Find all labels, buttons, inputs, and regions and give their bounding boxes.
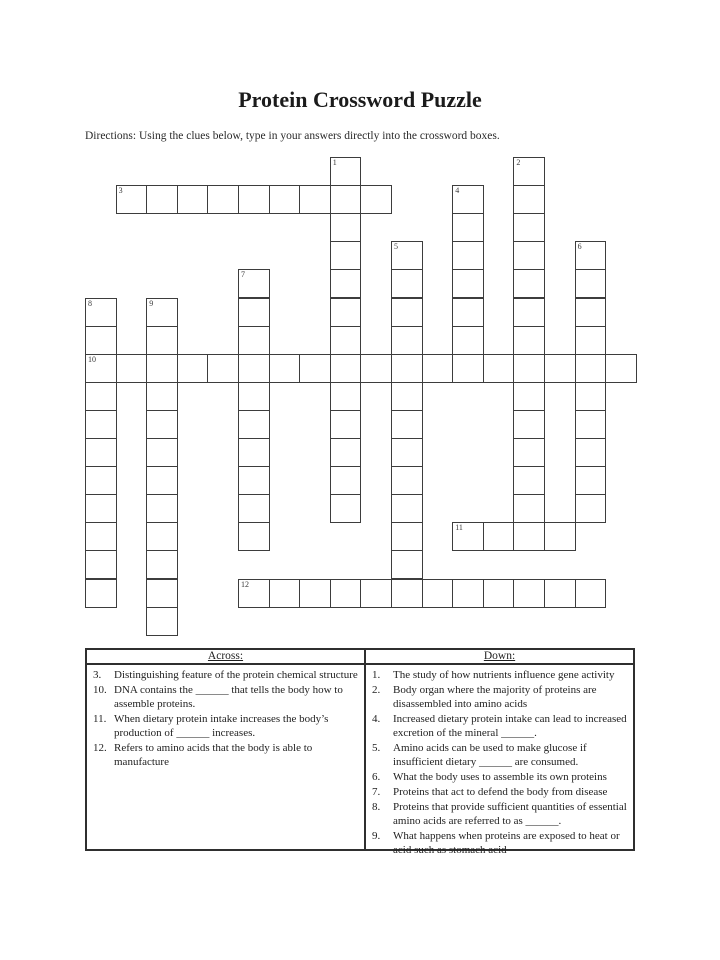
crossword-cell[interactable]: [575, 298, 607, 327]
crossword-cell[interactable]: [207, 185, 239, 214]
down-header: [366, 650, 633, 665]
clue-item: [366, 829, 633, 857]
clue-item: [87, 712, 364, 740]
clue-number: 2.: [372, 684, 381, 696]
clue-number: 3.: [93, 669, 102, 681]
crossword-cell[interactable]: [85, 354, 117, 383]
crossword-cell[interactable]: [391, 269, 423, 298]
crossword-cell[interactable]: [330, 466, 362, 495]
across-header-label: Across:: [207, 650, 244, 662]
clue-text: When dietary protein intake increases the body’s production of ______ increases.: [114, 713, 329, 739]
clue-number: 8.: [372, 801, 381, 813]
crossword-cell[interactable]: [177, 354, 209, 383]
crossword-cell[interactable]: [452, 298, 484, 327]
crossword-cell[interactable]: [238, 494, 270, 523]
crossword-cell[interactable]: [575, 438, 607, 467]
cell-number: 11: [455, 523, 463, 533]
crossword-cell[interactable]: [391, 382, 423, 411]
clue-text: Proteins that provide sufficient quantities of essential amino acids are referred to as ______.: [393, 801, 627, 827]
clue-number: 1.: [372, 669, 381, 681]
clue-number: 7.: [372, 786, 381, 798]
clue-text: Amino acids can be used to make glucose if insufficient dietary ______ are consumed.: [393, 742, 587, 768]
cell-number: 3: [118, 186, 123, 196]
crossword-cell[interactable]: [299, 579, 331, 608]
crossword-cell[interactable]: [238, 269, 270, 298]
crossword-cell[interactable]: [360, 579, 392, 608]
crossword-cell[interactable]: [391, 326, 423, 355]
crossword-cell[interactable]: [85, 579, 117, 608]
across-header: [87, 650, 364, 665]
across-clue-list: [87, 665, 364, 770]
crossword-cell[interactable]: [575, 241, 607, 270]
crossword-cell[interactable]: [513, 410, 545, 439]
crossword-cell[interactable]: [330, 354, 362, 383]
clue-text: DNA contains the ______ that tells the body how to assemble proteins.: [114, 684, 343, 710]
clue-item: [87, 683, 364, 711]
crossword-cell[interactable]: [330, 410, 362, 439]
crossword-cell[interactable]: [238, 410, 270, 439]
crossword-cell[interactable]: [360, 354, 392, 383]
clue-number: 10.: [93, 684, 107, 696]
crossword-cell[interactable]: [269, 579, 301, 608]
crossword-cell[interactable]: [391, 579, 423, 608]
cell-number: 7: [241, 270, 245, 280]
crossword-cell[interactable]: [452, 185, 484, 214]
crossword-cell[interactable]: [116, 185, 148, 214]
crossword-cell[interactable]: [85, 550, 117, 579]
down-header-label: Down:: [483, 650, 516, 662]
crossword-cell[interactable]: [330, 326, 362, 355]
crossword-cell[interactable]: [330, 213, 362, 242]
clue-item: [87, 741, 364, 769]
crossword-cell[interactable]: [330, 269, 362, 298]
crossword-cell[interactable]: [360, 185, 392, 214]
cell-number: 10: [88, 354, 96, 364]
crossword-cell[interactable]: [513, 438, 545, 467]
crossword-cell[interactable]: [452, 213, 484, 242]
crossword-cell[interactable]: [146, 382, 178, 411]
directions-text: Directions: Using the clues below, type in your answers directly into the crossword boxes.: [85, 130, 500, 142]
crossword-cell[interactable]: [575, 354, 607, 383]
crossword-cell[interactable]: [299, 185, 331, 214]
crossword-cell[interactable]: [85, 382, 117, 411]
crossword-cell[interactable]: [391, 354, 423, 383]
cell-number: 4: [455, 186, 460, 196]
clue-text: Refers to amino acids that the body is able to manufacture: [114, 742, 313, 768]
clue-text: Body organ where the majority of proteins are disassembled into amino acids: [393, 684, 597, 710]
crossword-cell[interactable]: [269, 354, 301, 383]
clue-text: The study of how nutrients influence gene activity: [393, 669, 615, 681]
crossword-cell[interactable]: [238, 579, 270, 608]
crossword-cell[interactable]: [513, 494, 545, 523]
clue-text: What happens when proteins are exposed to heat or acid such as stomach acid: [393, 830, 620, 856]
clue-item: [366, 712, 633, 740]
clue-item: [366, 668, 633, 682]
crossword-cell[interactable]: [605, 354, 637, 383]
crossword-cell[interactable]: [575, 494, 607, 523]
crossword-cell[interactable]: [575, 410, 607, 439]
crossword-cell[interactable]: [146, 354, 178, 383]
crossword-cell[interactable]: [238, 185, 270, 214]
clue-number: 5.: [372, 742, 381, 754]
cell-number: 12: [241, 579, 249, 589]
clue-text: Distinguishing feature of the protein chemical structure: [114, 669, 358, 681]
crossword-cell[interactable]: [330, 185, 362, 214]
crossword-cell[interactable]: [513, 157, 545, 186]
crossword-cell[interactable]: [422, 354, 454, 383]
clue-text: Increased dietary protein intake can lead to increased excretion of the mineral ______.: [393, 713, 627, 739]
clue-number: 6.: [372, 771, 381, 783]
crossword-cell[interactable]: [391, 522, 423, 551]
crossword-cell[interactable]: [483, 522, 515, 551]
crossword-cell[interactable]: [513, 354, 545, 383]
clue-item: [366, 785, 633, 799]
crossword-grid: [85, 157, 637, 636]
cell-number: 1: [332, 158, 337, 167]
crossword-cell[interactable]: [146, 522, 178, 551]
crossword-cell[interactable]: [238, 466, 270, 495]
clue-text: What the body uses to assemble its own proteins: [393, 771, 607, 783]
crossword-cell[interactable]: [483, 579, 515, 608]
crossword-cell[interactable]: [391, 466, 423, 495]
crossword-cell[interactable]: [575, 326, 607, 355]
cell-number: 2: [516, 158, 521, 167]
clue-item: [366, 683, 633, 711]
crossword-cell[interactable]: [452, 522, 484, 551]
crossword-cell[interactable]: [513, 185, 545, 214]
crossword-cell[interactable]: [452, 354, 484, 383]
clue-text: Proteins that act to defend the body from disease: [393, 786, 608, 798]
crossword-cell[interactable]: [146, 550, 178, 579]
crossword-cell[interactable]: [85, 522, 117, 551]
crossword-cell[interactable]: [85, 438, 117, 467]
crossword-cell[interactable]: [330, 382, 362, 411]
clue-number: 9.: [372, 830, 381, 842]
crossword-cell[interactable]: [513, 382, 545, 411]
crossword-cell[interactable]: [513, 298, 545, 327]
down-column: [366, 650, 633, 856]
crossword-cell[interactable]: [146, 607, 178, 636]
cell-number: 9: [149, 298, 154, 308]
clue-number: 11.: [93, 713, 107, 725]
crossword-cell[interactable]: [85, 494, 117, 523]
crossword-cell[interactable]: [452, 326, 484, 355]
clue-item: [366, 800, 633, 828]
cell-number: 6: [577, 242, 582, 252]
crossword-cell[interactable]: [391, 438, 423, 467]
down-clue-list: [366, 665, 633, 858]
crossword-cell[interactable]: [513, 269, 545, 298]
crossword-cell[interactable]: [513, 466, 545, 495]
crossword-cell[interactable]: [330, 494, 362, 523]
crossword-cell[interactable]: [452, 579, 484, 608]
clue-table: [85, 648, 635, 856]
clue-number: 4.: [372, 713, 381, 725]
crossword-cell[interactable]: [85, 298, 117, 327]
crossword-cell[interactable]: [513, 213, 545, 242]
crossword-cell[interactable]: [391, 410, 423, 439]
crossword-cell[interactable]: [238, 382, 270, 411]
crossword-cell[interactable]: [330, 298, 362, 327]
crossword-cell[interactable]: [238, 298, 270, 327]
crossword-cell[interactable]: [238, 326, 270, 355]
crossword-cell[interactable]: [116, 354, 148, 383]
crossword-cell[interactable]: [513, 326, 545, 355]
crossword-cell[interactable]: [391, 241, 423, 270]
crossword-cell[interactable]: [513, 522, 545, 551]
crossword-cell[interactable]: [575, 269, 607, 298]
crossword-cell[interactable]: [422, 579, 454, 608]
crossword-cell[interactable]: [238, 522, 270, 551]
cell-number: 5: [394, 242, 398, 252]
crossword-cell[interactable]: [452, 241, 484, 270]
crossword-cell[interactable]: [146, 410, 178, 439]
crossword-cell[interactable]: [146, 185, 178, 214]
crossword-cell[interactable]: [146, 579, 178, 608]
clue-number: 12.: [93, 742, 107, 754]
crossword-cell[interactable]: [575, 382, 607, 411]
crossword-cell[interactable]: [146, 494, 178, 523]
crossword-cell[interactable]: [146, 466, 178, 495]
crossword-cell[interactable]: [146, 438, 178, 467]
crossword-cell[interactable]: [330, 438, 362, 467]
across-column: [87, 650, 366, 849]
crossword-cell[interactable]: [85, 410, 117, 439]
crossword-cell[interactable]: [85, 466, 117, 495]
crossword-cell[interactable]: [146, 298, 178, 327]
cell-number: 8: [88, 298, 92, 308]
clue-item: [366, 741, 633, 769]
crossword-cell[interactable]: [544, 522, 576, 551]
crossword-cell[interactable]: [575, 466, 607, 495]
crossword-cell[interactable]: [207, 354, 239, 383]
clue-item: [366, 770, 633, 784]
page-title: Protein Crossword Puzzle: [238, 87, 482, 112]
crossword-cell[interactable]: [452, 269, 484, 298]
crossword-cell[interactable]: [177, 185, 209, 214]
crossword-cell[interactable]: [269, 185, 301, 214]
crossword-cell[interactable]: [575, 579, 607, 608]
crossword-cell[interactable]: [238, 354, 270, 383]
clue-item: [87, 668, 364, 682]
crossword-cell[interactable]: [544, 354, 576, 383]
crossword-cell[interactable]: [483, 354, 515, 383]
crossword-cell[interactable]: [85, 326, 117, 355]
crossword-cell[interactable]: [330, 157, 362, 186]
crossword-cell[interactable]: [238, 438, 270, 467]
crossword-cell[interactable]: [513, 241, 545, 270]
crossword-cell[interactable]: [299, 354, 331, 383]
crossword-cell[interactable]: [391, 494, 423, 523]
crossword-cell[interactable]: [330, 241, 362, 270]
crossword-cell[interactable]: [146, 326, 178, 355]
crossword-cell[interactable]: [391, 298, 423, 327]
crossword-cell[interactable]: [513, 579, 545, 608]
crossword-cell[interactable]: [544, 579, 576, 608]
crossword-cell[interactable]: [330, 579, 362, 608]
crossword-cell[interactable]: [391, 550, 423, 579]
